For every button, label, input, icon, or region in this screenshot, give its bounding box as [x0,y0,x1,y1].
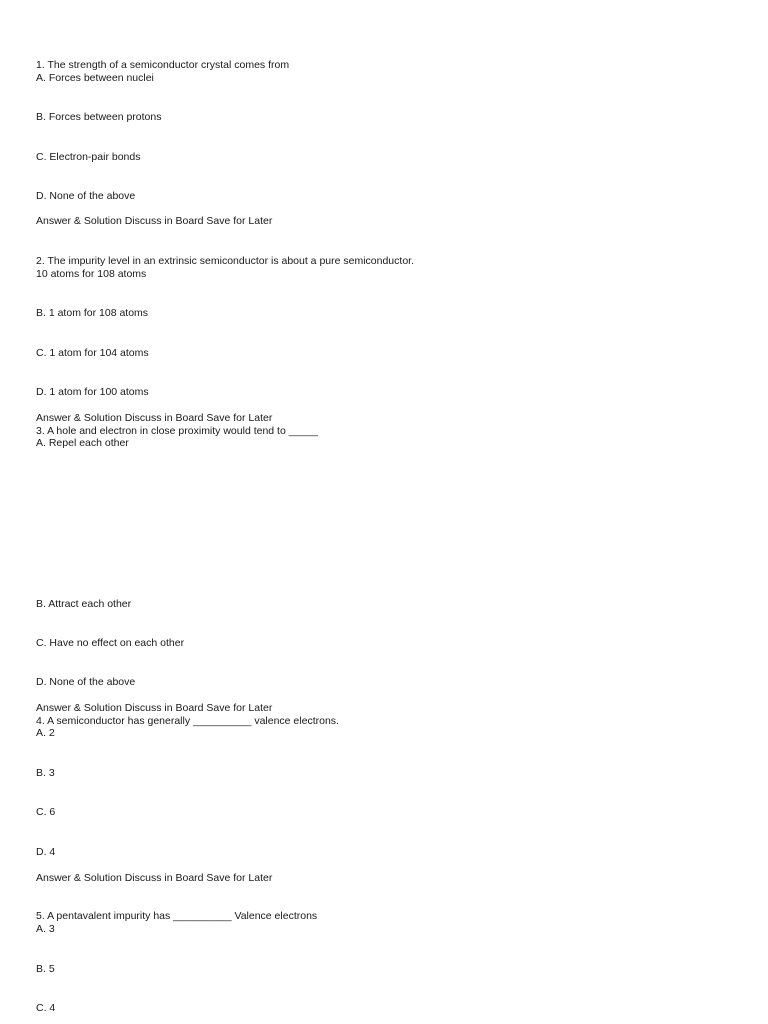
question-5-option-a: A. 3 [36,923,55,935]
question-1-footer: Answer & Solution Discuss in Board Save for Later [36,215,273,227]
question-4-text: 4. A semiconductor has generally __________ valence electrons. [36,715,339,727]
question-2-option-c: C. 1 atom for 104 atoms [36,347,149,359]
question-2-text: 2. The impurity level in an extrinsic semiconductor is about a pure semiconductor. [36,255,414,267]
question-2-option-b: B. 1 atom for 108 atoms [36,307,149,319]
question-2-option-d: D. 1 atom for 100 atoms [36,386,149,398]
question-1-option-a: A. Forces between nuclei [36,72,154,84]
question-5-option-b: B. 5 [36,963,55,975]
question-1-option-b: B. Forces between protons [36,111,162,123]
question-4-option-b: B. 3 [36,767,55,779]
question-4-footer: Answer & Solution Discuss in Board Save for Later [36,872,273,884]
question-4-option-a: A. 2 [36,727,55,739]
question-3-option-b: B. Attract each other [36,598,132,610]
question-4-option-c: C. 6 [36,806,56,818]
question-2-footer: Answer & Solution Discuss in Board Save for Later [36,412,273,424]
question-3-option-a: A. Repel each other [36,437,129,449]
question-4-option-d: D. 4 [36,846,56,858]
question-5-option-c: C. 4 [36,1002,56,1014]
question-3-option-c: C. Have no effect on each other [36,637,185,649]
question-1-text: 1. The strength of a semiconductor crystal comes from [36,59,290,71]
question-3-option-d: D. None of the above [36,676,136,688]
question-2-option-a: 10 atoms for 108 atoms [36,268,147,280]
question-3-text: 3. A hole and electron in close proximity would tend to _____ [36,425,318,437]
question-1-option-c: C. Electron-pair bonds [36,151,141,163]
question-3-footer: Answer & Solution Discuss in Board Save for Later [36,702,273,714]
question-1-option-d: D. None of the above [36,190,136,202]
question-5-text: 5. A pentavalent impurity has __________ Valence electrons [36,910,318,922]
